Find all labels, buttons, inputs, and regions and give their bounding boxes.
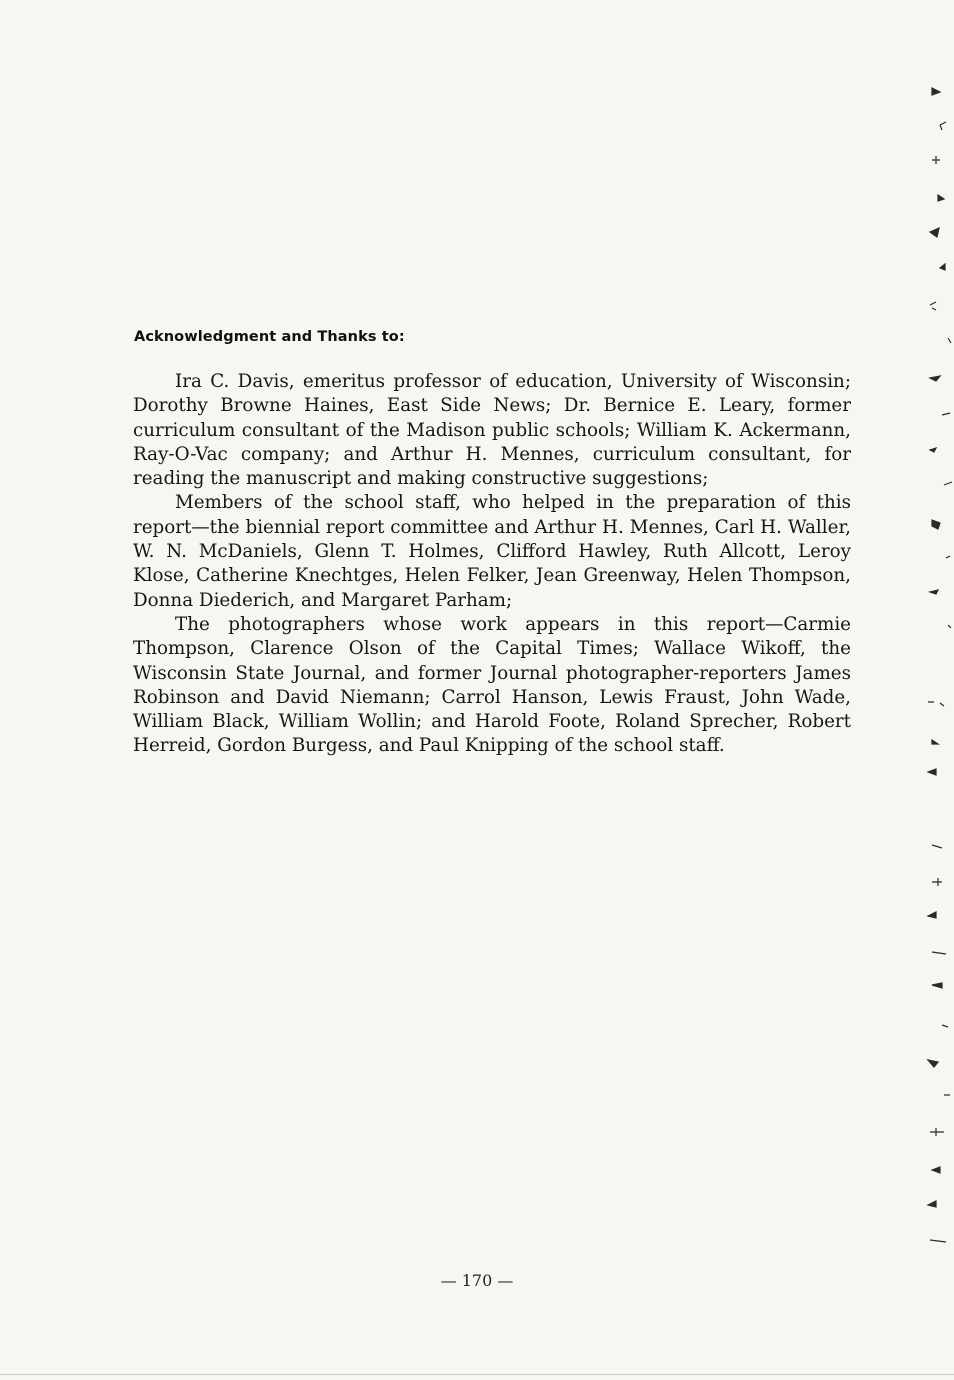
scan-edge-line bbox=[0, 1374, 954, 1375]
page-number: — 170 — bbox=[440, 1271, 514, 1290]
page-heading: Acknowledgment and Thanks to: bbox=[134, 329, 405, 345]
paragraph-staff: Members of the school staff, who helped in the preparation of this report—the biennial report committee and Arthur H. Mennes, Carl H. Waller, W. N. McDaniels, Glenn T. Holmes, Clifford Hawley, Ruth Allcott, Leroy Klose, Catherine Knechtges, Helen Felker, Jean Greenway, Helen Thompson, Donna Diederich, and Margaret Parham; bbox=[133, 492, 851, 611]
paragraph-readers: Ira C. Davis, emeritus professor of education, University of Wisconsin; Dorothy Browne Haines, East Side News; Dr. Bernice E. Leary, former curriculum consultant of the Madison public schools; William K. Ackermann, Ray-O-Vac company; and Arthur H. Mennes, curriculum consultant, for reading the manuscript and making constructive suggestions; bbox=[133, 371, 851, 490]
paragraph-photographers: The photographers whose work appears in this report—Carmie Thompson, Clarence Olson of the Capital Times; Wallace Wikoff, the Wisconsin State Journal, and former Journal photographer-reporters James Robinson and David Niemann; Carrol Hanson, Lewis Fraust, John Wade, William Black, William Wollin; and Harold Foote, Roland Sprecher, Robert Herreid, Gordon Burgess, and Paul Knipping of the school staff. bbox=[133, 613, 851, 757]
acknowledgment-body bbox=[133, 370, 851, 759]
binding-edge-marks bbox=[918, 80, 954, 1260]
